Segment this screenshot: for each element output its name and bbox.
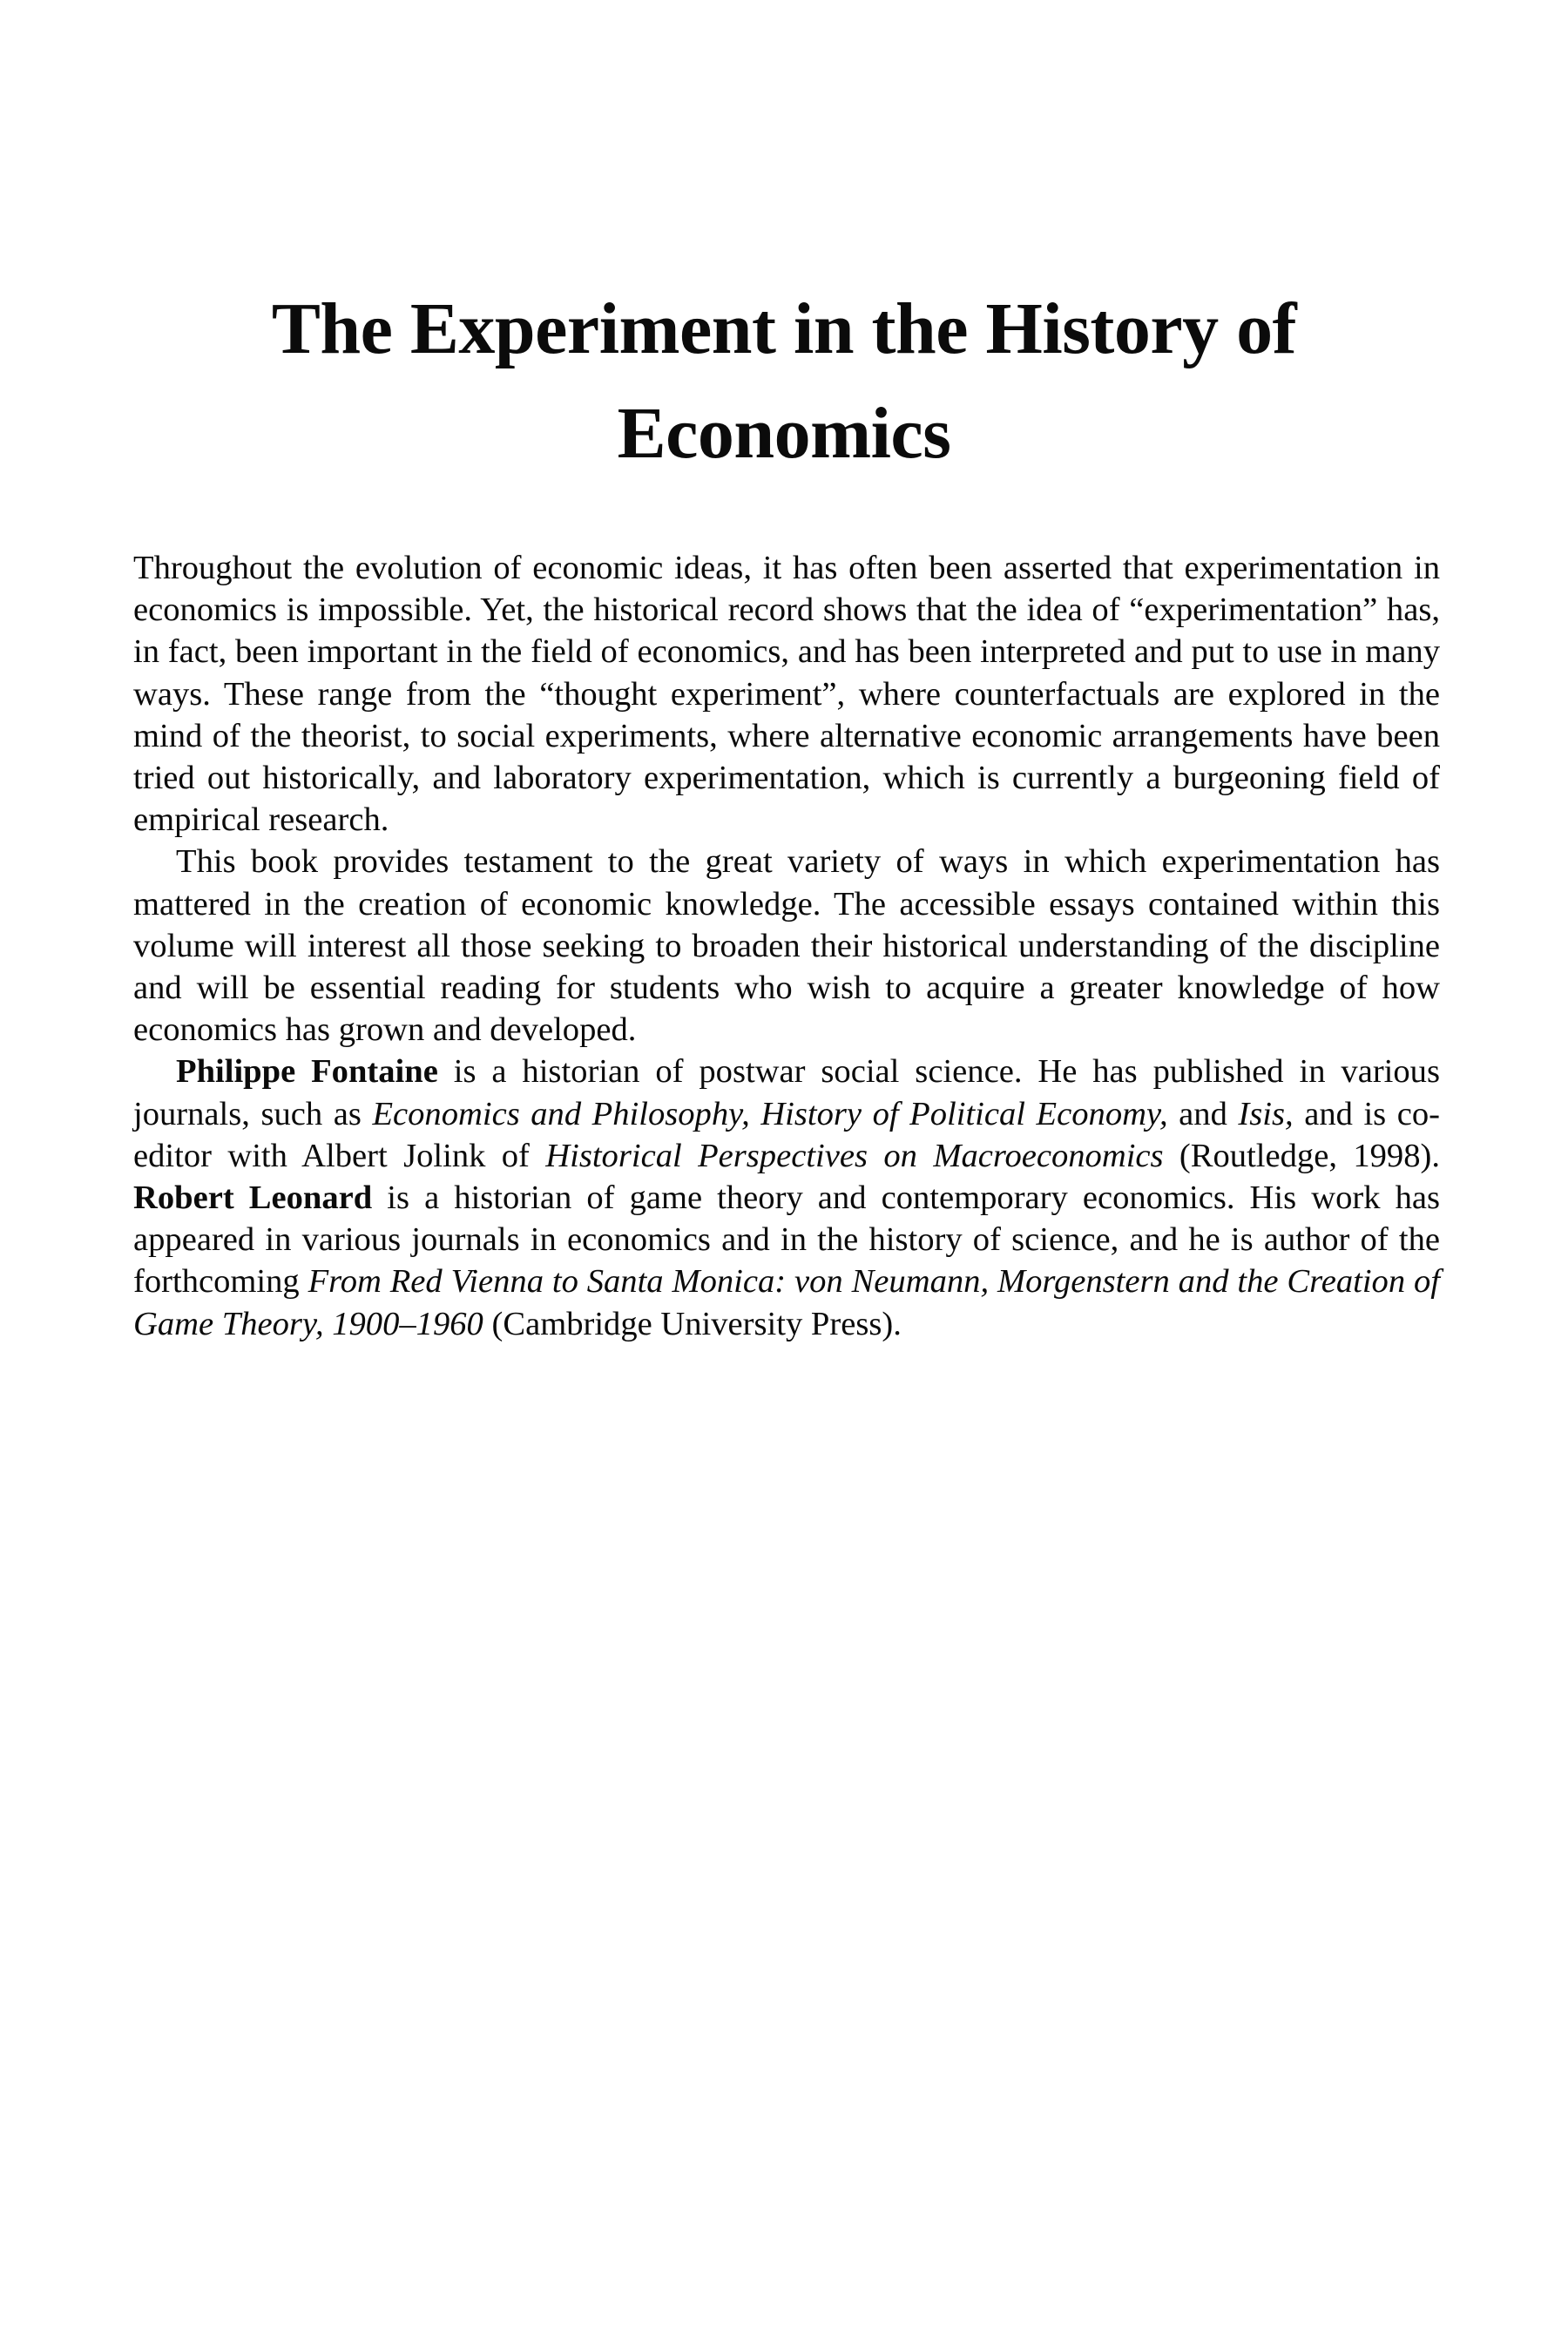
page-title — [131, 277, 1437, 486]
body-text — [133, 547, 1440, 1345]
paragraph-description: Throughout the evolution of economic ideas, it has often been asserted that experimentation in economics is impossible. Yet, the historical record shows that the idea of “experimentation” has, in fact, been important in the field of economics, and has been interpreted and put to use in many ways. These range from the “thought experiment”, where counterfactuals are explored in the mind of the theorist, to social experiments, where alternative economic arrangements have been tried out historically, and laboratory experimentation, which is currently a burgeoning field of empirical research. — [133, 550, 1440, 839]
title-line-1: The Experiment in the History of — [271, 288, 1297, 369]
paragraph-book-summary: This book provides testament to the great variety of ways in which experimentation has mattered in the creation of economic knowledge. The accessible essays contained within this volume will interest all those seeking to broaden their historical understanding of the discipline and will be essential reading for students who wish to acquire a greater knowledge of how economics has grown and developed. — [133, 843, 1440, 1049]
bio-text: and is co-editor with Albert Jolink of — [133, 1095, 1440, 1174]
bio-text: is a historian of postwar social science. He has published in various journals, such as — [133, 1053, 1440, 1132]
bio-text: (Cambridge University Press). — [483, 1305, 902, 1342]
bio-text: (Routledge, 1998). — [1163, 1137, 1440, 1174]
author-name-fontaine: Philippe Fontaine — [176, 1053, 438, 1091]
bio-text: and — [1167, 1095, 1239, 1132]
title-line-2: Economics — [617, 393, 951, 474]
journal-titles: Economics and Philosophy, History of Political Economy, — [372, 1095, 1168, 1132]
book-title-macroeconomics: Historical Perspectives on Macroeconomics — [545, 1137, 1164, 1174]
journal-title-isis: Isis, — [1238, 1095, 1294, 1132]
author-name-leonard: Robert Leonard — [133, 1179, 373, 1217]
bio-text: is a historian of game theory and contemporary economics. His work has appeared in various journals in economics and in the history of science, and he is author of the forthcoming — [133, 1179, 1440, 1301]
book-title-red-vienna: From Red Vienna to Santa Monica: von Neumann, Morgenstern and the Creation of Game Theory, 1900–1960 — [133, 1263, 1440, 1342]
paragraph-author-bios — [133, 1051, 1440, 1344]
